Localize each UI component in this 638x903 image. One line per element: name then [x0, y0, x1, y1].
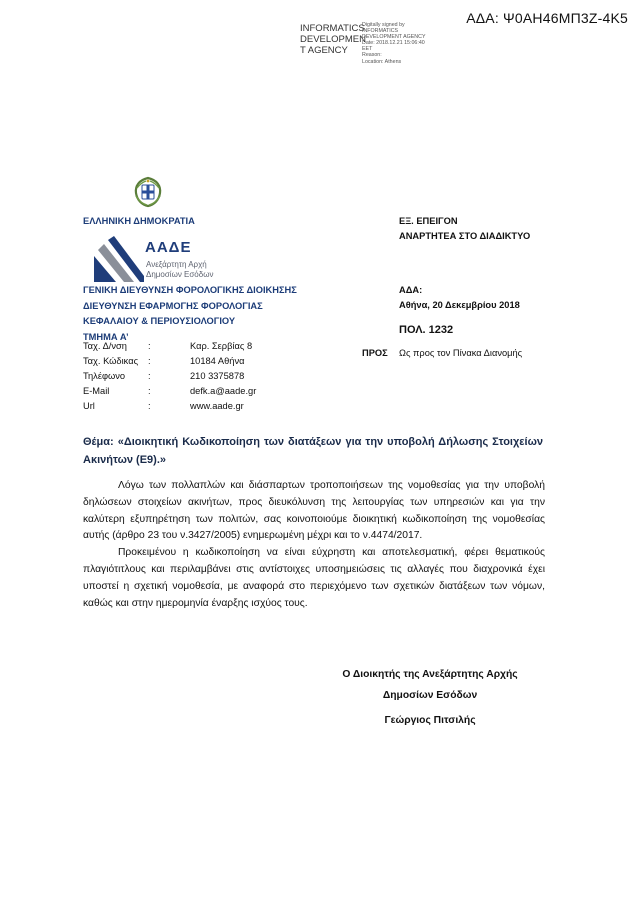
signatory-title: Δημοσίων Εσόδων: [382, 690, 478, 701]
address-row: [83, 341, 303, 356]
address-row: [83, 356, 303, 371]
posting-label: ΑΝΑΡΤΗΤΕΑ ΣΤΟ ΔΙΑΔΙΚΤΥΟ: [399, 231, 531, 241]
coat-of-arms-icon: [131, 176, 165, 208]
address-sep: :: [148, 341, 151, 351]
ada-reference: ΑΔΑ: Ψ0ΑΗ46ΜΠ3Ζ-4Κ5: [466, 10, 628, 26]
body-text: [83, 478, 545, 612]
address-label: E-Mail: [83, 386, 110, 396]
address-row: [83, 386, 303, 401]
subject-heading: Θέμα: «Διοικητική Κωδικοποίηση των διατάξεων για την υποβολή Δήλωσης Στοιχείων Ακινήτων (Ε9).»: [83, 436, 543, 466]
address-table: [83, 341, 303, 416]
place-date: Αθήνα, 20 Δεκεμβρίου 2018: [399, 300, 520, 310]
signatory-name: Γεώργιος Πιτσιλής: [384, 715, 476, 726]
dept-line: ΓΕΝΙΚΗ ΔΙΕΥΘΥΝΣΗ ΦΟΡΟΛΟΓΙΚΗΣ ΔΙΟΙΚΗΣΗΣ: [83, 285, 297, 295]
republic-heading: ΕΛΛΗΝΙΚΗ ΔΗΜΟΚΡΑΤΙΑ: [83, 216, 195, 226]
signature-line: Reason:: [362, 52, 382, 59]
aade-logo-mark-icon: [94, 236, 144, 282]
address-row: [83, 401, 303, 416]
address-label: Ταχ. Κώδικας: [83, 356, 139, 366]
to-label: ΠΡΟΣ: [362, 348, 388, 358]
signature-name: INFORMATICS DEVELOPMEN T AGENCY: [300, 23, 366, 56]
body-paragraph: Λόγω των πολλαπλών και διάσπαρτων τροποποιήσεων της νομοθεσίας για την υποβολή δηλώσεων στοιχείων ακινήτων, προς διευκόλυνση της λειτουργίας των υπηρεσιών και για την καλύτερη εξυπηρέτηση των πολιτών, σας κοινοποιούμε διοικητική κωδικοποίηση της νομοθεσίας αυτής (άρθρο 23 του ν.3427/2005) ενημερωμένη μέχρι και το ν.4474/2017.: [83, 480, 545, 542]
address-sep: :: [148, 401, 151, 411]
logo-line2: Δημοσίων Εσόδων: [146, 270, 214, 279]
dept-line: ΚΕΦΑΛΑΙΟΥ & ΠΕΡΙΟΥΣΙΟΛΟΓΙΟΥ: [83, 316, 236, 326]
sender-block: [83, 214, 195, 229]
department-block: [83, 283, 297, 345]
signature-line: EET: [362, 46, 373, 53]
to-value: Ως προς τον Πίνακα Διανομής: [399, 348, 523, 358]
signature-line: Location: Athens: [362, 58, 402, 65]
signature-line: Digitally signed by: [362, 22, 405, 28]
urgent-label: ΕΞ. ΕΠΕΙΓΟΝ: [399, 216, 458, 226]
address-label: Url: [83, 401, 95, 411]
logo-line1: Ανεξάρτητη Αρχή: [146, 260, 207, 269]
dept-line: ΤΜΗΜΑ Α’: [83, 331, 129, 342]
address-sep: :: [148, 356, 151, 366]
pol-number: ΠΟΛ. 1232: [399, 324, 454, 336]
signatory-title: Ο Διοικητής της Ανεξάρτητης Αρχής: [342, 669, 518, 680]
aade-logo: [94, 236, 214, 282]
dept-line: ΔΙΕΥΘΥΝΣΗ ΕΦΑΡΜΟΓΗΣ ΦΟΡΟΛΟΓΙΑΣ: [83, 300, 263, 311]
address-sep: :: [148, 371, 151, 381]
ada-label: ΑΔΑ:: [399, 285, 423, 295]
signature-line: DEVELOPMENT AGENCY: [362, 34, 426, 41]
signature-line: INFORMATICS: [362, 28, 399, 35]
body-paragraph: Προκειμένου η κωδικοποίηση να είναι εύχρηστη και αποτελεσματική, φέρει θεματικούς πλαγιότιτλους και περιλαμβάνει στις αντίστοιχες υποσημειώσεις τις αλλαγές που διαχρονικά έχει υποστεί η σχετική νομοθεσία, με αναφορά στο περιεχόμενο των σχετικών διατάξεων των νόμων, καθώς και στην ημερομηνία έναρξης ισχύος τους.: [83, 547, 545, 609]
address-value: www.aade.gr: [190, 401, 244, 411]
address-sep: :: [148, 386, 151, 396]
address-label: Ταχ. Δ/νση: [83, 341, 127, 351]
address-value: defk.a@aade.gr: [190, 386, 257, 396]
address-label: Τηλέφωνο: [83, 371, 126, 381]
address-row: [83, 371, 303, 386]
address-value: 10184 Αθήνα: [190, 356, 245, 366]
address-value: Καρ. Σερβίας 8: [190, 341, 253, 351]
address-value: 210 3375878: [190, 371, 245, 381]
logo-acronym: ΑΑΔΕ: [145, 239, 192, 256]
signature-line: Date: 2018.12.21 15:06:40: [362, 40, 425, 47]
signature-details: [362, 22, 454, 65]
